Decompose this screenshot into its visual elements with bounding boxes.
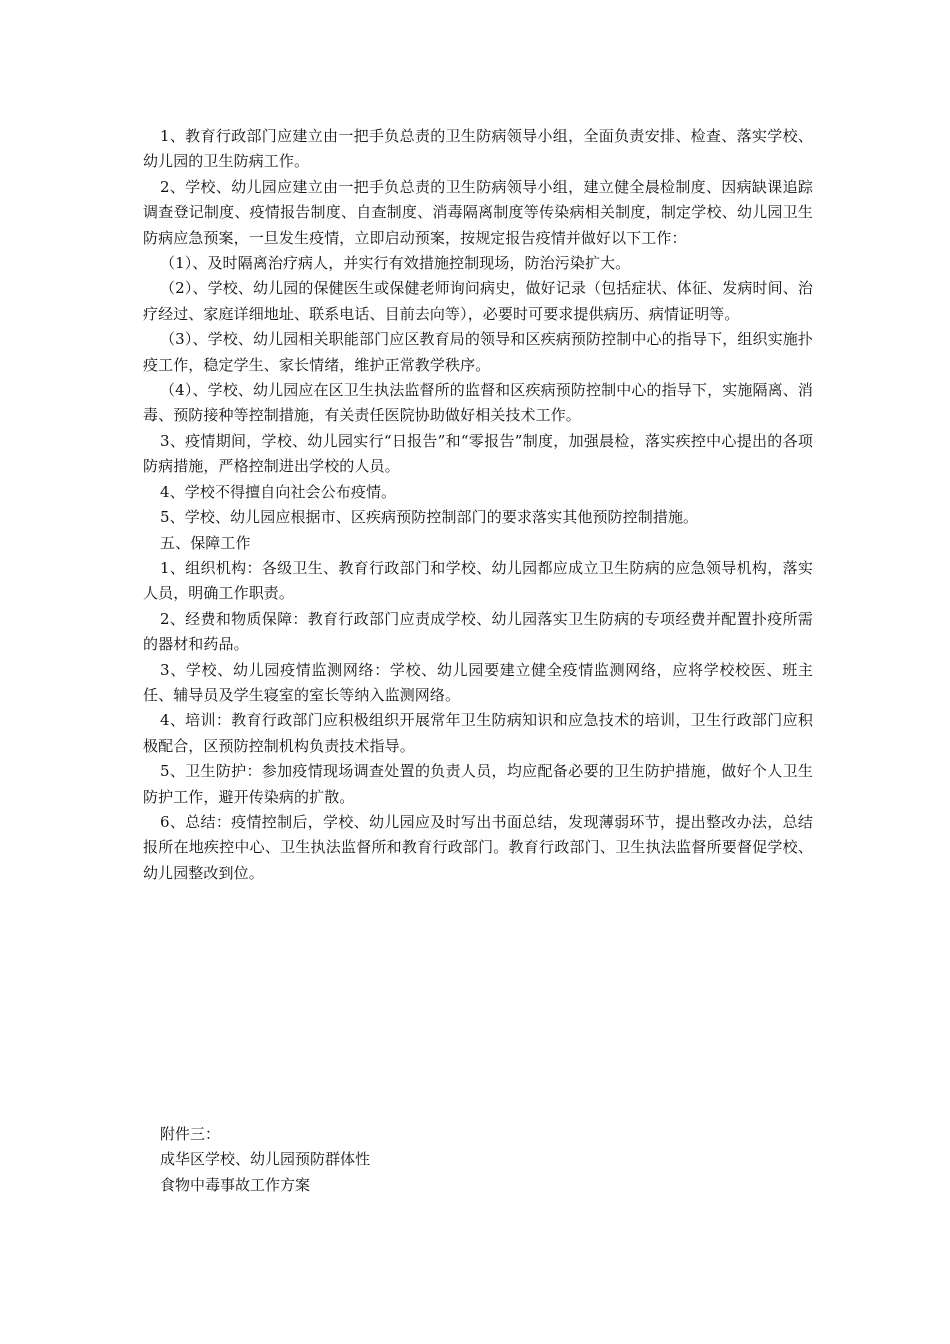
paragraph-records: （2）、学校、幼儿园的保健医生或保健老师询问病史，做好记录（包括症状、体征、发病时间、治疗经过、家庭详细地址、联系电话、目前去向等），必要时可要求提供病历、病情证明等。 xyxy=(143,279,813,323)
paragraph-protection: 5、卫生防护：参加疫情现场调查处置的负责人员，均应配备必要的卫生防护措施，做好个人卫生防护工作，避开传染病的扩散。 xyxy=(143,762,813,806)
paragraph-no-disclosure: 4、学校不得擅自向社会公布疫情。 xyxy=(160,482,397,501)
document-body xyxy=(143,124,813,886)
paragraph-funding: 2、经费和物质保障：教育行政部门应责成学校、幼儿园落实卫生防病的专项经费并配置扑疫所需的器材和药品。 xyxy=(143,609,813,654)
paragraph-training: 4、培训：教育行政部门应积极组织开展常年卫生防病知识和应急技术的培训，卫生行政部门应积极配合，区预防控制机构负责技术指导。 xyxy=(143,711,813,755)
paragraph-monitoring-network: 3、学校、幼儿园疫情监测网络：学校、幼儿园要建立健全疫情监测网络，应将学校校医、班主任、辅导员及学生寝室的室长等纳入监测网络。 xyxy=(143,660,813,704)
paragraph-other-measures: 5、学校、幼儿园应根据市、区疾病预防控制部门的要求落实其他预防控制措施。 xyxy=(160,508,699,527)
annex-title-line1: 成华区学校、幼儿园预防群体性 xyxy=(160,1150,371,1169)
paragraph-school-systems: 2、学校、幼儿园应建立由一把手负总责的卫生防病领导小组，建立健全晨检制度、因病缺课追踪调查登记制度、疫情报告制度、自查制度、消毒隔离制度等传染病相关制度，制定学校、幼儿园卫生防病应急预案，一旦发生疫情，立即启动预案，按规定报告疫情并做好以下工作： xyxy=(143,177,813,247)
annex-label: 附件三： xyxy=(160,1125,221,1143)
annex-block xyxy=(160,1122,370,1198)
annex-title-line2: 食物中毒事故工作方案 xyxy=(160,1175,311,1194)
paragraph-control-measures: （4）、学校、幼儿园应在区卫生执法监督所的监督和区疾病预防控制中心的指导下，实施隔离、消毒、预防接种等控制措施，有关责任医院协助做好相关技术工作。 xyxy=(143,381,813,425)
paragraph-organization: 1、组织机构：各级卫生、教育行政部门和学校、幼儿园都应成立卫生防病的应急领导机构，落实人员，明确工作职责。 xyxy=(143,558,813,603)
section-heading-guarantee: 五、保障工作 xyxy=(160,533,251,552)
paragraph-summary: 6、总结：疫情控制后，学校、幼儿园应及时写出书面总结，发现薄弱环节，提出整改办法，总结报所在地疾控中心、卫生执法监督所和教育行政部门。教育行政部门、卫生执法监督所要督促学校、幼儿园整改到位。 xyxy=(143,812,813,882)
paragraph-epidemic-work: （3）、学校、幼儿园相关职能部门应区教育局的领导和区疾病预防控制中心的指导下，组织实施扑疫工作，稳定学生、家长情绪，维护正常教学秩序。 xyxy=(143,330,813,374)
paragraph-isolation: （1）、及时隔离治疗病人，并实行有效措施控制现场，防治污染扩大。 xyxy=(160,254,631,273)
paragraph-daily-report: 3、疫情期间，学校、幼儿园实行“日报告”和“零报告”制度，加强晨检，落实疾控中心提出的各项防病措施，严格控制进出学校的人员。 xyxy=(143,431,813,476)
paragraph-leadership-group: 1、教育行政部门应建立由一把手负总责的卫生防病领导小组，全面负责安排、检查、落实学校、幼儿园的卫生防病工作。 xyxy=(143,127,813,171)
